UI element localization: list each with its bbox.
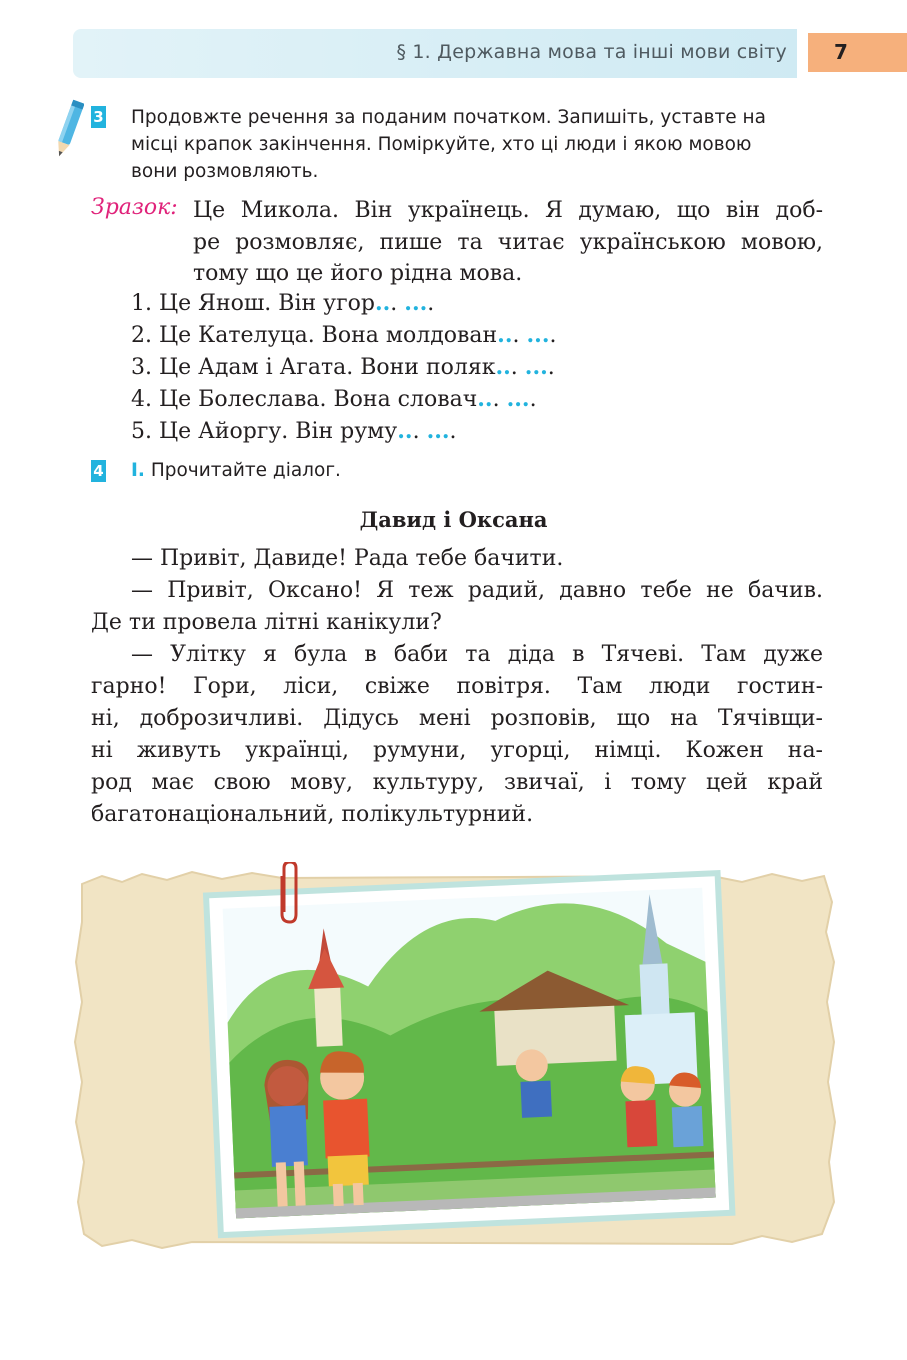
blank-dots: .. bbox=[397, 418, 413, 444]
dialog-line: ні живуть українці, румуни, угорці, німці. Кожен на- bbox=[91, 738, 823, 763]
item-end: . bbox=[549, 323, 557, 348]
dialog-line: — Привіт, Давиде! Рада тебе бачити. bbox=[131, 546, 564, 571]
item-end: . bbox=[427, 291, 435, 316]
sample-line: тому що це його рідна мова. bbox=[193, 261, 523, 286]
item-sep: . bbox=[510, 355, 525, 380]
section-title: § 1. Державна мова та інші мови світу bbox=[396, 41, 787, 63]
blank-dots: .. bbox=[374, 290, 391, 316]
sample-line: ре розмовляє, пише та читає українською мовою, bbox=[193, 229, 823, 255]
dialog-line: род має свою мову, культуру, звичаї, і тому цей край bbox=[91, 770, 823, 795]
blank-dots: .. bbox=[497, 322, 513, 348]
dialog-line: гарно! Гори, ліси, свіже повітря. Там люди гостин- bbox=[91, 674, 823, 699]
pencil-icon bbox=[54, 98, 84, 160]
sample-label: Зразок: bbox=[91, 195, 178, 220]
task3-instruction bbox=[131, 104, 831, 185]
item-end: . bbox=[529, 387, 537, 412]
task-number-3: 3 bbox=[91, 106, 106, 128]
exercise-item-3 bbox=[131, 354, 555, 380]
exercise-item-4 bbox=[131, 386, 537, 412]
dialog-line: Де ти провела літні канікули? bbox=[91, 610, 442, 635]
blank-dots: ... bbox=[404, 290, 428, 316]
instruction-line: місці крапок закінчення. Поміркуйте, хто ці люди і якою мовою bbox=[131, 134, 752, 155]
instruction-text: Прочитайте діалог. bbox=[150, 460, 341, 481]
instruction-line: Продовжте речення за поданим початком. Запишіть, уставте на bbox=[131, 107, 766, 128]
page-number: 7 bbox=[808, 33, 907, 72]
dialog-title: Давид і Оксана bbox=[359, 507, 548, 532]
exercise-item-1 bbox=[131, 290, 434, 316]
blank-dots: .. bbox=[477, 386, 493, 412]
exercise-item-5 bbox=[131, 418, 457, 444]
exercise-item-2 bbox=[131, 322, 556, 348]
item-sep: . bbox=[512, 323, 527, 348]
dialog-paragraph-3 bbox=[91, 639, 823, 831]
item-text: 1. Це Янош. Він угор bbox=[131, 291, 375, 316]
part-label: I. bbox=[131, 460, 145, 481]
task4-instruction bbox=[131, 457, 341, 484]
dialog-paragraph-1 bbox=[91, 543, 823, 575]
dialog-line: — Улітку я була в баби та діда в Тячеві. Там дуже bbox=[131, 642, 823, 667]
item-sep: . bbox=[390, 291, 405, 316]
blank-dots: ... bbox=[524, 354, 548, 380]
item-end: . bbox=[547, 355, 555, 380]
village-illustration bbox=[72, 862, 840, 1258]
dialog-paragraph-2 bbox=[91, 575, 823, 639]
header-bar bbox=[73, 29, 797, 78]
item-sep: . bbox=[412, 419, 427, 444]
item-text: 5. Це Айоргу. Він руму bbox=[131, 419, 398, 444]
sample-text bbox=[193, 195, 823, 290]
dialog-line: — Привіт, Оксано! Я теж радий, давно тебе не бачив. bbox=[131, 578, 823, 603]
item-text: 4. Це Болеслава. Вона словач bbox=[131, 387, 478, 412]
task-number-4: 4 bbox=[91, 460, 106, 482]
blank-dots: ... bbox=[506, 386, 530, 412]
dialog-line: ні, доброзичливі. Дідусь мені розповів, що на Тячівщи- bbox=[91, 706, 823, 731]
dialog-line: багатонаціональний, полікультурний. bbox=[91, 802, 534, 827]
sample-line: Це Микола. Він українець. Я думаю, що він доб- bbox=[193, 198, 823, 223]
blank-dots: ... bbox=[526, 322, 550, 348]
item-end: . bbox=[449, 419, 457, 444]
item-text: 3. Це Адам і Агата. Вони поляк bbox=[131, 355, 496, 380]
instruction-line: вони розмовляють. bbox=[131, 161, 319, 182]
blank-dots: .. bbox=[495, 354, 511, 380]
item-sep: . bbox=[492, 387, 507, 412]
item-text: 2. Це Кателуца. Вона молдован bbox=[131, 323, 498, 348]
blank-dots: ... bbox=[426, 418, 450, 444]
